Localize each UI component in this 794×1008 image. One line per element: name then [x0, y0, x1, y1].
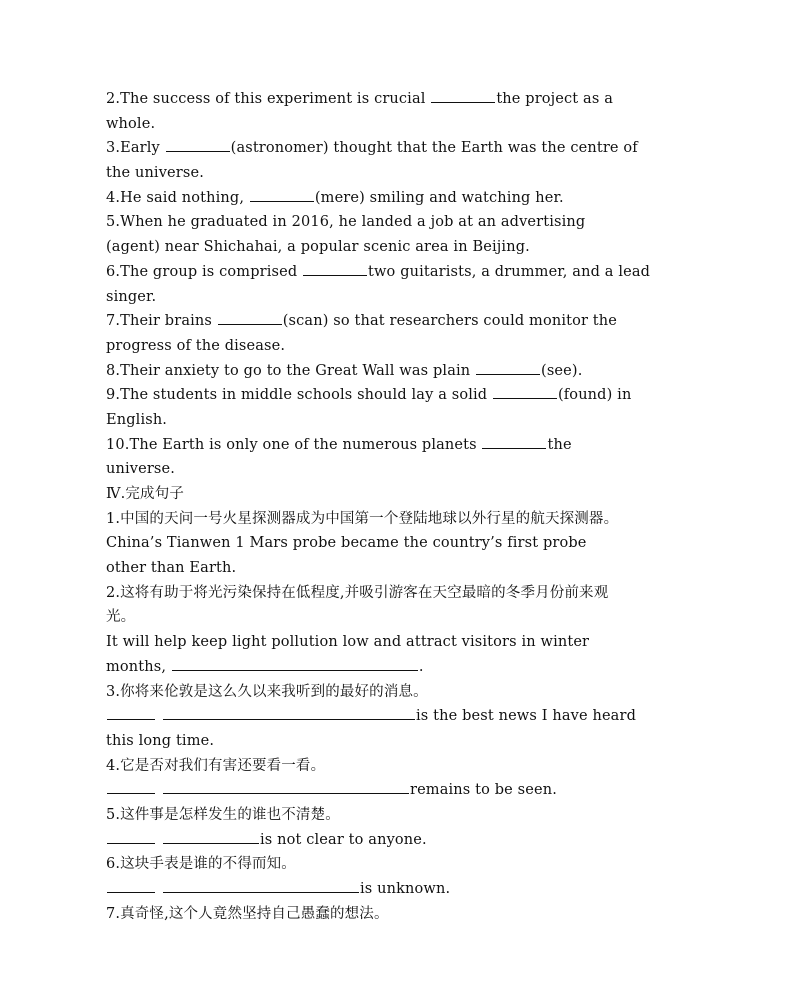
q7-line-2: progress of the disease.	[106, 337, 286, 354]
s3-english-2: this long time.	[106, 732, 215, 749]
q4-line-1: 4.He said nothing, (mere) smiling and watching her.	[106, 186, 686, 211]
q9-answer-blank[interactable]	[493, 384, 557, 399]
q10-line-2: universe.	[106, 461, 176, 478]
s1-chinese: 1.中国的天问一号火星探测器成为中国第一个登陆地球以外行星的航天探测器。	[106, 510, 619, 527]
s2-chinese-1: 2.这将有助于将光污染保持在低程度,并吸引游客在天空最暗的冬季月份前来观	[106, 584, 609, 601]
q7-line-1: 7.Their brains (scan) so that researchers could monitor the	[106, 309, 686, 334]
q6-answer-blank[interactable]	[303, 261, 367, 276]
s3-chinese: 3.你将来伦敦是这么久以来我听到的最好的消息。	[106, 683, 428, 700]
s5-answer-blank-1[interactable]	[107, 829, 155, 844]
s4-english: remains to be seen.	[106, 778, 686, 803]
q2-line-2: whole.	[106, 115, 156, 132]
q5-line-1: 5.When he graduated in 2016, he landed a job at an advertising	[106, 214, 586, 231]
s2-answer-blank[interactable]	[172, 656, 418, 671]
q2-answer-blank[interactable]	[431, 88, 495, 103]
s6-chinese: 6.这块手表是谁的不得而知。	[106, 856, 296, 873]
q9-line-1: 9.The students in middle schools should lay a solid (found) in	[106, 383, 686, 408]
s5-english: is not clear to anyone.	[106, 828, 686, 853]
s2-english-2: months, .	[106, 655, 686, 680]
s2-chinese-2: 光。	[106, 609, 136, 626]
s4-chinese: 4.它是否对我们有害还要看一看。	[106, 757, 326, 774]
q6-line-1: 6.The group is comprised two guitarists, a drummer, and a lead	[106, 260, 686, 285]
q2-line-1: 2.The success of this experiment is crucial the project as a	[106, 87, 686, 112]
q10-answer-blank[interactable]	[482, 434, 546, 449]
s6-answer-blank-2[interactable]	[163, 878, 359, 893]
s5-answer-blank-2[interactable]	[163, 829, 259, 844]
s6-answer-blank-1[interactable]	[107, 878, 155, 893]
s5-chinese: 5.这件事是怎样发生的谁也不清楚。	[106, 806, 340, 823]
q8-line-1: 8.Their anxiety to go to the Great Wall was plain (see).	[106, 359, 686, 384]
worksheet-page	[106, 87, 686, 926]
s3-english-1: is the best news I have heard	[106, 704, 686, 729]
s4-answer-blank-2[interactable]	[163, 779, 409, 794]
s3-answer-blank-2[interactable]	[163, 705, 415, 720]
q3-answer-blank[interactable]	[166, 137, 230, 152]
q6-line-2: singer.	[106, 288, 157, 305]
q8-answer-blank[interactable]	[476, 360, 540, 375]
q9-line-2: English.	[106, 411, 168, 428]
q10-line-1: 10.The Earth is only one of the numerous planets the	[106, 433, 686, 458]
q4-answer-blank[interactable]	[250, 187, 314, 202]
s2-english-1: It will help keep light pollution low and attract visitors in winter	[106, 634, 590, 651]
q3-line-2: the universe.	[106, 165, 204, 182]
s4-answer-blank-1[interactable]	[107, 779, 155, 794]
q3-line-1: 3.Early (astronomer) thought that the Earth was the centre of	[106, 136, 686, 161]
q5-line-2: (agent) near Shichahai, a popular scenic area in Beijing.	[106, 239, 530, 256]
s3-answer-blank-1[interactable]	[107, 705, 155, 720]
s1-english-1: China’s Tianwen 1 Mars probe became the country’s first probe	[106, 535, 587, 552]
section-heading: Ⅳ.完成句子	[106, 486, 184, 502]
q7-answer-blank[interactable]	[218, 310, 282, 325]
s6-english: is unknown.	[106, 877, 686, 902]
s7-chinese: 7.真奇怪,这个人竟然坚持自己愚蠢的想法。	[106, 905, 389, 922]
s1-english-2: other than Earth.	[106, 560, 237, 577]
